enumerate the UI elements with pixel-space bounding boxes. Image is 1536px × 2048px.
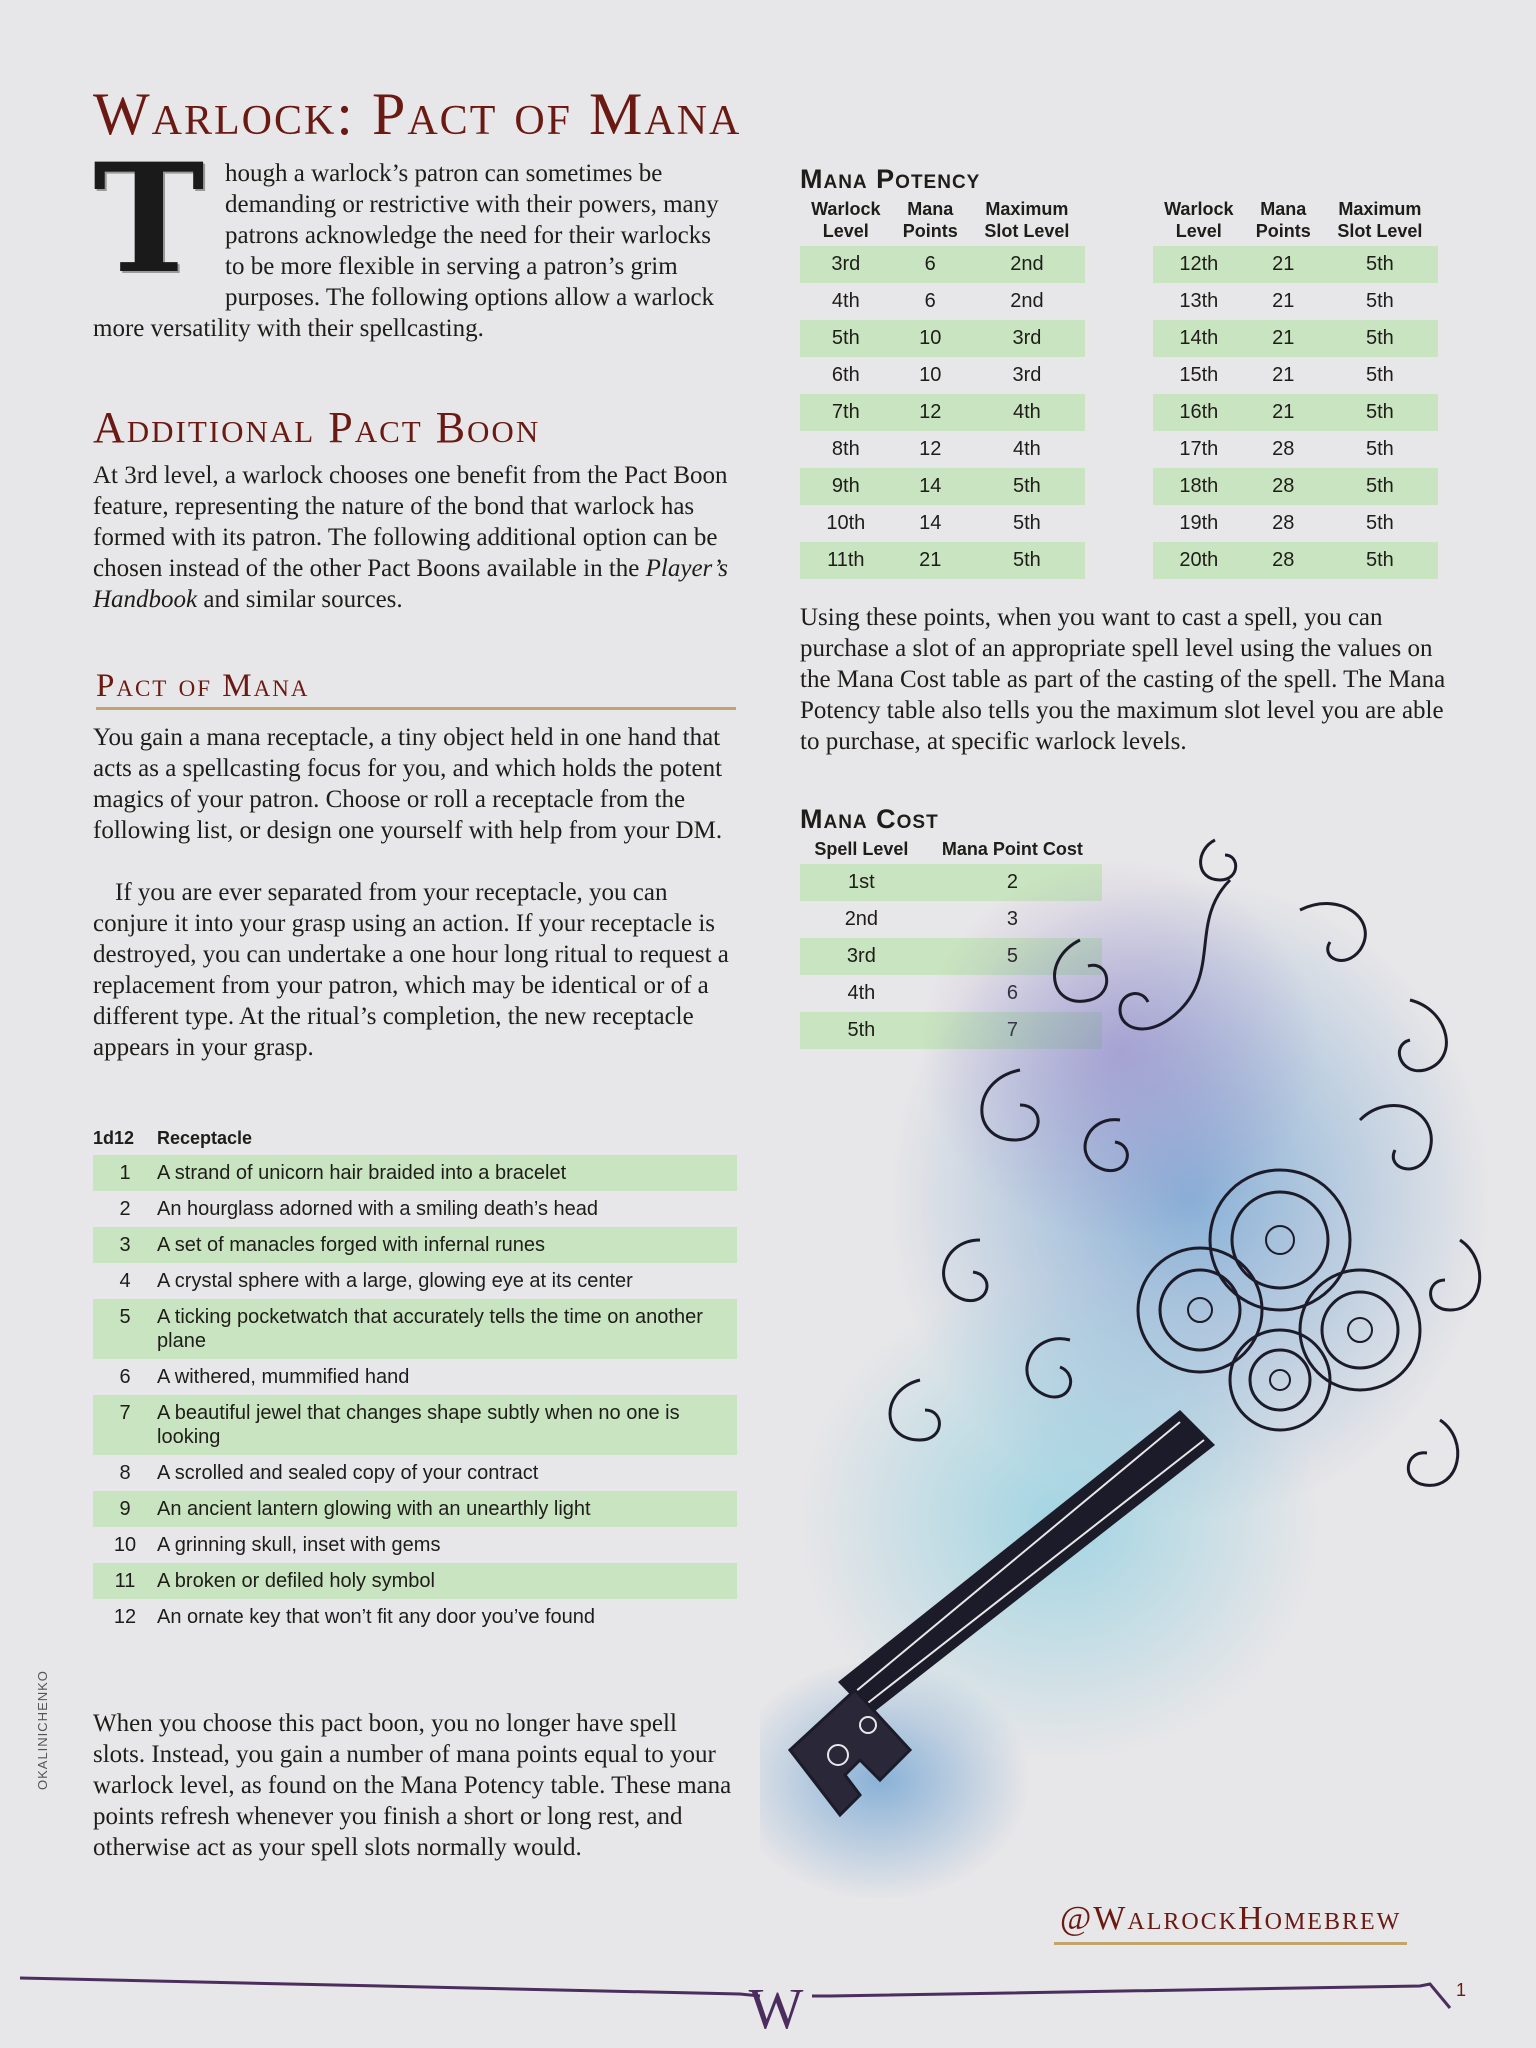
table-row: 19th 28 5th bbox=[1179, 512, 1394, 534]
page-number: 1 bbox=[1456, 1980, 1467, 2000]
intro-paragraph bbox=[93, 131, 733, 344]
table-row: 5 A ticking pocketwatch that accurately tells the time on another plane bbox=[93, 1299, 737, 1359]
table-row: 3rd bbox=[800, 938, 1102, 975]
table-row: 11th 21 5th bbox=[800, 542, 1085, 579]
mana-potency-table-left bbox=[800, 198, 1085, 579]
table-row: 2 An hourglass adorned with a smiling death’s head bbox=[119, 1198, 599, 1220]
table-header: Maximum Slot Level bbox=[1337, 199, 1423, 241]
table-row: 6 A withered, mummified hand bbox=[119, 1366, 410, 1388]
mana-potency-table-right bbox=[1153, 198, 1438, 579]
table-row: 5th bbox=[800, 1012, 1102, 1049]
table-header: Warlock Level bbox=[811, 199, 881, 241]
table-row: 4th 6 2nd bbox=[831, 290, 1044, 312]
table-header: Mana Points bbox=[1255, 199, 1311, 241]
book-title: Player’s Handbook bbox=[93, 555, 729, 613]
art-credit: OKALINICHENKO bbox=[35, 1670, 50, 1790]
table-row: 5th 10 3rd bbox=[800, 320, 1085, 357]
table-header: Receptacle bbox=[157, 1128, 253, 1148]
table-row: 8 A scrolled and sealed copy of your contract bbox=[119, 1462, 539, 1484]
table-row: 16th 21 5th bbox=[1153, 394, 1438, 431]
table-row: 3rd 6 2nd bbox=[800, 246, 1085, 283]
footer-rule bbox=[0, 1960, 1536, 2048]
ornate-key-illustration bbox=[760, 820, 1536, 1920]
table-row: 18th 28 5th bbox=[1153, 468, 1438, 505]
mana-cost-heading: Mana Cost bbox=[800, 804, 939, 834]
table-row: 15th 21 5th bbox=[1179, 364, 1394, 386]
table-row: 9th 14 5th bbox=[800, 468, 1085, 505]
page-title: Warlock: Pact of Mana bbox=[93, 81, 742, 147]
table-row: 14th 21 5th bbox=[1153, 320, 1438, 357]
pact-paragraph-2: If you are ever separated from your receptacle, you can conjure it into your grasp using an action. If your receptacle is destroyed, you can undertake a one hour long ritual to request a replacement from your patron, which may be identical or of a different type. At the ritual’s completion, the new receptacle appears in your grasp. bbox=[93, 879, 729, 1061]
table-row: 6th 10 3rd bbox=[831, 364, 1042, 386]
table-header: Warlock Level bbox=[1164, 199, 1234, 241]
table-row: 9 An ancient lantern glowing with an unearthly light bbox=[93, 1491, 737, 1527]
table-row: 1st 2 bbox=[800, 864, 1102, 901]
table-header: Spell Level bbox=[814, 839, 909, 859]
footer-logo: W bbox=[748, 1976, 804, 2041]
table-row: 11 A broken or defiled holy symbol bbox=[93, 1563, 737, 1599]
table-header: Maximum Slot Level bbox=[984, 199, 1070, 241]
table-row: 12th 21 5th bbox=[1153, 246, 1438, 283]
table-row: 4 A crystal sphere with a large, glowing eye at its center bbox=[119, 1270, 633, 1292]
table-header: 1d12 bbox=[93, 1128, 135, 1148]
mana-potency-heading: Mana Potency bbox=[800, 164, 981, 194]
table-row: 10 A grinning skull, inset with gems bbox=[113, 1534, 441, 1556]
table-row: 3 A set of manacles forged with infernal runes bbox=[93, 1227, 737, 1263]
drop-cap: T bbox=[93, 131, 205, 307]
section-paragraph: At 3rd level, a warlock chooses one benefit from the Pact Boon feature, representing the nature of the bond that warlock has formed with its patron. The following additional option can be chosen instead of the other Pact Boons available in the Player’s Handbook and similar sources. bbox=[93, 462, 729, 613]
table-row: 7th 12 4th bbox=[800, 394, 1085, 431]
section-heading: Additional Pact Boon bbox=[93, 403, 541, 452]
table-row: 13th 21 5th bbox=[1179, 290, 1394, 312]
table-row: 10th 14 5th bbox=[826, 512, 1041, 534]
table-row: 1 A strand of unicorn hair braided into a bracelet bbox=[93, 1155, 737, 1191]
table-row: 4th bbox=[847, 982, 876, 1004]
pact-heading: Pact of Mana bbox=[96, 668, 736, 710]
table-row: 17th 28 5th bbox=[1179, 438, 1394, 460]
author-handle: @WalrockHomebrew bbox=[1054, 1900, 1407, 1945]
table-row: 7 A beautiful jewel that changes shape subtly when no one is looking bbox=[93, 1395, 737, 1455]
receptacle-table bbox=[93, 1128, 737, 1635]
table-row: 2nd bbox=[844, 908, 879, 930]
table-row: 8th 12 4th bbox=[831, 438, 1041, 460]
table-row: 12 An ornate key that won’t fit any door you’ve found bbox=[113, 1606, 596, 1628]
mana-paragraph: Using these points, when you want to cast a spell, you can purchase a slot of an appropriate spell level using the values on the Mana Cost table as part of the casting of the spell. The Mana Potency table also tells you the maximum slot level you are able to purchase, at specific warlock levels. bbox=[800, 604, 1446, 755]
table-header: Mana Points bbox=[902, 199, 958, 241]
table-row: 20th 28 5th bbox=[1153, 542, 1438, 579]
pact-paragraph-3: When you choose this pact boon, you no longer have spell slots. Instead, you gain a number of mana points equal to your warlock level, as found on the Mana Potency table. These mana points refresh whenever you finish a short or long rest, and otherwise act as your spell slots normally would. bbox=[93, 1710, 732, 1861]
pact-paragraph-1: You gain a mana receptacle, a tiny object held in one hand that acts as a spellcasting focus for you, and which holds the potent magics of your patron. Choose or roll a receptacle from the following list, or design one yourself with help from your DM. bbox=[93, 724, 723, 844]
intro-text: hough a warlock’s patron can sometimes be demanding or restrictive with their powers, many patrons acknowledge the need for their warlocks to be more flexible in serving a patron’s grim purposes. The following options allow a warlock more versatility with their spellcasting. bbox=[93, 160, 719, 342]
table-header: Mana Point Cost bbox=[941, 839, 1083, 859]
